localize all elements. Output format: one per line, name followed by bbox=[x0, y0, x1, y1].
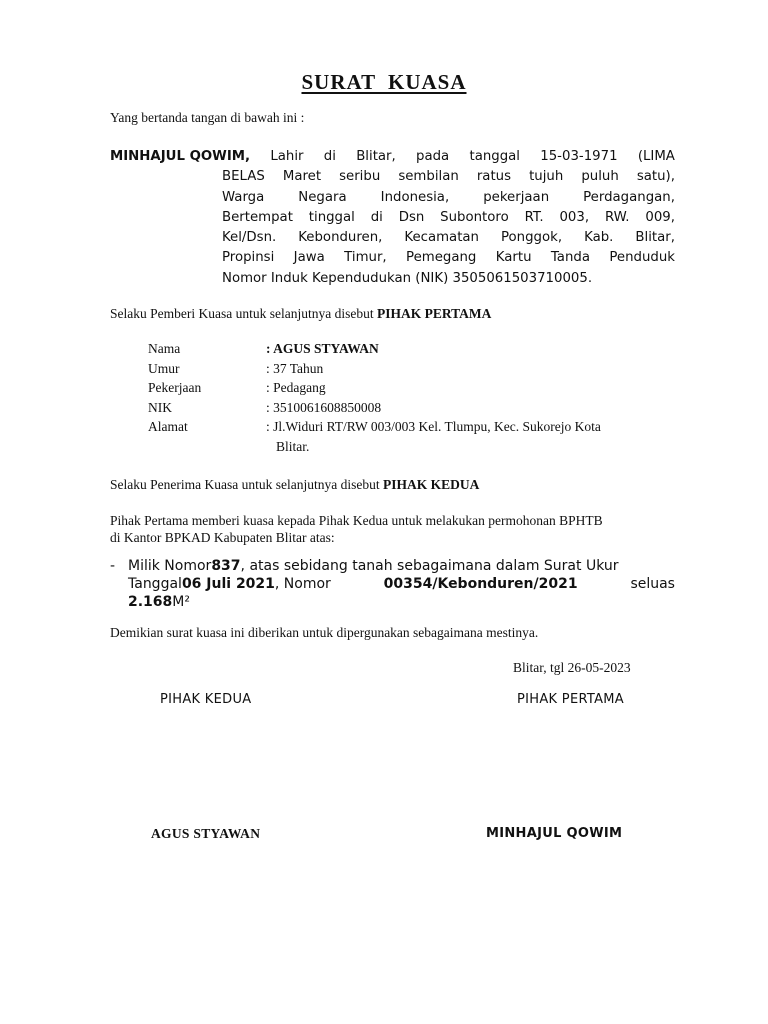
detail-row-alamat bbox=[148, 419, 668, 439]
first-party-word: Blitar, bbox=[356, 149, 396, 164]
first-party-word: Pemegang bbox=[406, 250, 477, 266]
first-party-word: satu), bbox=[636, 169, 675, 185]
detail-row-umur bbox=[148, 361, 668, 381]
item-text-part: Milik Nomor bbox=[128, 558, 212, 574]
area-unit: M² bbox=[172, 594, 190, 610]
detail-value: : Jl.Widuri RT/RW 003/003 Kel. Tlumpu, Kec. Sukorejo Kota bbox=[266, 419, 601, 434]
first-party-word: BELAS bbox=[222, 169, 265, 185]
first-party-word: Jawa bbox=[293, 250, 325, 266]
first-party-word: Penduduk bbox=[609, 250, 675, 266]
detail-value: Blitar. bbox=[276, 438, 310, 454]
intro-text: Yang bertanda tangan di bawah ini : bbox=[110, 110, 305, 125]
detail-key: Pekerjaan bbox=[148, 380, 202, 395]
signature-label-pihak-kedua: PIHAK KEDUA bbox=[160, 692, 252, 707]
first-party-word: Kab. bbox=[584, 230, 614, 246]
item-text-part: Tanggal bbox=[128, 576, 182, 592]
first-party-word: Blitar, bbox=[635, 230, 675, 246]
first-party-name: MINHAJUL QOWIM, bbox=[110, 149, 251, 164]
first-party-word: Subontoro bbox=[440, 209, 509, 225]
survey-number: 00354/Kebonduren/2021 bbox=[383, 576, 578, 592]
first-party-word: Lahir bbox=[270, 149, 304, 164]
land-area: 2.168 bbox=[128, 594, 173, 610]
item-text-part: , atas sebidang tanah sebagaimana dalam Surat Ukur bbox=[240, 558, 619, 574]
first-party-word: Indonesia, bbox=[380, 189, 450, 205]
survey-date: 06 Juli 2021 bbox=[181, 576, 275, 592]
first-party-word: ratus bbox=[476, 169, 512, 185]
first-party-word: RW. bbox=[604, 209, 630, 225]
first-party-block bbox=[110, 147, 675, 289]
first-party-word: sembilan bbox=[398, 169, 459, 185]
first-party-line bbox=[110, 269, 675, 289]
purpose-line: Pihak Pertama memberi kuasa kepada Pihak Kedua untuk melakukan permohonan BPHTB bbox=[110, 513, 603, 528]
detail-value: : 37 Tahun bbox=[266, 360, 324, 376]
item-text-part: , Nomor bbox=[274, 576, 331, 592]
first-party-line bbox=[110, 188, 675, 208]
detail-row-nama bbox=[148, 341, 668, 361]
first-party-line bbox=[110, 147, 675, 167]
purpose-paragraph bbox=[110, 512, 710, 546]
pihak-kedua-statement bbox=[110, 477, 479, 493]
purpose-line: di Kantor BPKAD Kabupaten Blitar atas: bbox=[110, 530, 335, 545]
certificate-number: 837 bbox=[211, 558, 241, 574]
property-item bbox=[110, 557, 675, 611]
detail-value: : AGUS STYAWAN bbox=[266, 341, 379, 356]
item-text bbox=[128, 575, 331, 593]
property-item-body bbox=[110, 557, 675, 611]
signatory-name-left: AGUS STYAWAN bbox=[151, 826, 261, 841]
first-party-word: Dsn bbox=[398, 209, 425, 225]
first-party-word: di bbox=[323, 149, 336, 164]
pihak-kedua-label: PIHAK KEDUA bbox=[382, 477, 480, 492]
first-party-line bbox=[110, 248, 675, 268]
detail-key: NIK bbox=[148, 399, 172, 415]
first-party-word: tanggal bbox=[469, 149, 520, 164]
first-party-word: Tanda bbox=[550, 250, 590, 266]
statement-text: Selaku Pemberi Kuasa untuk selanjutnya disebut bbox=[110, 306, 377, 321]
first-party-word: Kel/Dsn. bbox=[222, 230, 277, 246]
first-party-word: Kecamatan bbox=[404, 230, 479, 246]
first-party-word: Negara bbox=[298, 189, 347, 205]
first-party-line bbox=[110, 208, 675, 228]
item-line bbox=[128, 593, 675, 611]
closing-text: Demikian surat kuasa ini diberikan untuk dipergunakan sebagaimana mestinya. bbox=[110, 625, 539, 640]
first-party-word: (LIMA bbox=[637, 149, 675, 164]
first-party-word: Timur, bbox=[344, 250, 387, 266]
first-party-word: Nomor Induk Kependudukan (NIK) 3505061503710005. bbox=[222, 270, 593, 286]
first-party-word: tujuh bbox=[529, 169, 564, 185]
first-party-line bbox=[110, 167, 675, 187]
first-party-word: Warga bbox=[222, 189, 265, 205]
detail-key: Umur bbox=[148, 360, 180, 376]
detail-value: : Pedagang bbox=[266, 380, 326, 395]
item-text-part: seluas bbox=[630, 576, 675, 592]
detail-row-pekerjaan bbox=[148, 380, 668, 400]
detail-row-nik bbox=[148, 400, 668, 420]
list-dash: - bbox=[110, 558, 116, 574]
first-party-word: 009, bbox=[645, 209, 675, 225]
place-date: Blitar, tgl 26-05-2023 bbox=[513, 660, 631, 675]
second-party-details bbox=[148, 341, 668, 458]
first-party-word: Maret bbox=[282, 169, 322, 185]
first-party-word: 003, bbox=[559, 209, 590, 225]
signature-label-pihak-pertama: PIHAK PERTAMA bbox=[517, 692, 624, 707]
first-party-word: puluh bbox=[581, 169, 619, 185]
signatory-name-right: MINHAJUL QOWIM bbox=[486, 826, 623, 841]
pihak-pertama-statement bbox=[110, 306, 491, 322]
detail-value: : 3510061608850008 bbox=[266, 399, 382, 415]
first-party-word: pada bbox=[416, 149, 450, 164]
first-party-word: Kartu bbox=[495, 250, 532, 266]
first-party-word: tinggal bbox=[308, 209, 355, 225]
first-party-word: Ponggok, bbox=[501, 230, 563, 246]
detail-key: Alamat bbox=[148, 419, 188, 434]
first-party-word: di bbox=[370, 209, 383, 225]
first-party-word: Bertempat bbox=[222, 209, 293, 225]
first-party-line bbox=[110, 228, 675, 248]
first-party-word: RT. bbox=[524, 209, 544, 225]
pihak-pertama-label: PIHAK PERTAMA bbox=[376, 306, 492, 321]
detail-key: Nama bbox=[148, 341, 181, 356]
first-party-word: Kebonduren, bbox=[298, 230, 383, 246]
item-text bbox=[128, 557, 619, 575]
detail-row-alamat-cont bbox=[148, 439, 668, 459]
first-party-word: Perdagangan, bbox=[583, 189, 675, 205]
statement-text: Selaku Penerima Kuasa untuk selanjutnya disebut bbox=[110, 477, 383, 492]
first-party-word: 15-03-1971 bbox=[540, 149, 618, 164]
document-title: SURAT KUASA bbox=[301, 70, 467, 94]
first-party-word: Propinsi bbox=[222, 250, 275, 266]
item-line bbox=[128, 575, 675, 593]
first-party-word: pekerjaan bbox=[483, 189, 550, 205]
item-line bbox=[128, 557, 675, 575]
first-party-word: seribu bbox=[339, 169, 381, 185]
